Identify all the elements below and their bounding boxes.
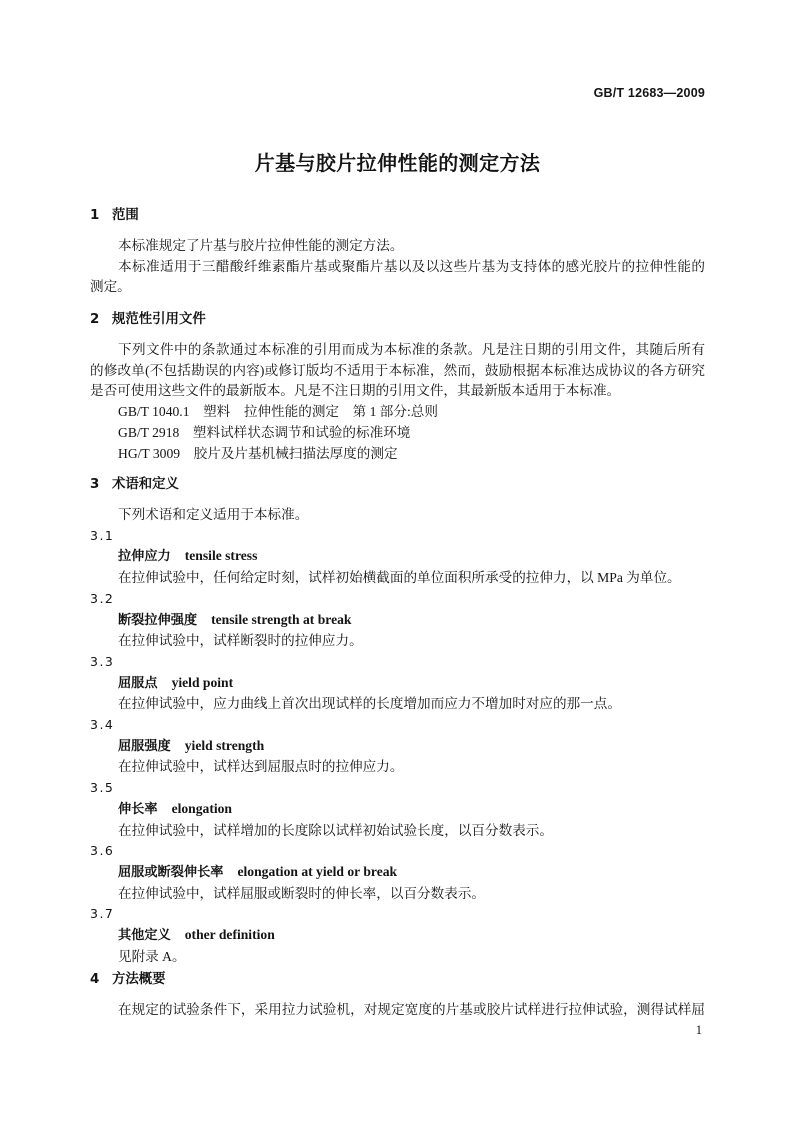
reference-code: GB/T 1040.1 <box>118 404 190 420</box>
term-entry <box>90 546 705 568</box>
section-terms-definitions <box>90 465 705 967</box>
term-number: 3.4 <box>90 717 115 733</box>
term-entry <box>90 610 705 632</box>
paragraph-line: 本标准规定了片基与胶片拉伸性能的测定方法。 <box>118 238 404 253</box>
standard-code: GB/T 12683—2009 <box>593 86 705 100</box>
term-definition: 在拉伸试验中，试样屈服或断裂时的伸长率，以百分数表示。 <box>118 885 486 901</box>
term-number: 3.5 <box>90 780 115 796</box>
paragraph-line: 是否可使用这些文件的最新版本。凡是不注日期的引用文件，其最新版本适用于本标准。 <box>90 383 621 399</box>
reference-title: 塑料 拉伸性能的测定 第 1 部分:总则 <box>203 404 438 420</box>
term-english: yield strength <box>184 737 265 753</box>
section-title: 术语和定义 <box>112 477 179 492</box>
term-number: 3.1 <box>90 527 115 543</box>
reference-code: GB/T 2918 <box>118 424 180 440</box>
term-definition: 见附录 A。 <box>118 948 186 964</box>
term-chinese: 断裂拉伸强度 <box>118 612 198 628</box>
term-chinese: 伸长率 <box>118 801 158 817</box>
term-english: other definition <box>184 927 275 943</box>
section-scope <box>90 196 705 298</box>
term-number: 3.3 <box>90 653 115 669</box>
term-english: tensile strength at break <box>211 611 352 627</box>
section-title: 范围 <box>112 208 139 223</box>
paragraph-line: 测定。 <box>90 279 131 295</box>
term-definition: 在拉伸试验中，任何给定时刻，试样初始横截面的单位面积所承受的拉伸力，以 MPa 为单位。 <box>118 570 681 586</box>
term-definition: 在拉伸试验中，试样达到屈服点时的拉伸应力。 <box>118 759 404 775</box>
section-number: 2 <box>90 312 100 327</box>
paragraph-line: 本标准适用于三醋酸纤维素酯片基或聚酯片基以及以这些片基为支持体的感光胶片的拉伸性能的 <box>118 258 705 274</box>
section-title: 规范性引用文件 <box>112 312 206 327</box>
term-chinese: 屈服点 <box>118 675 158 691</box>
term-definition: 在拉伸试验中，试样增加的长度除以试样初始试验长度，以百分数表示。 <box>118 822 553 838</box>
term-definition: 在拉伸试验中，试样断裂时的拉伸应力。 <box>118 633 363 649</box>
reference-item <box>90 444 705 465</box>
term-english: tensile stress <box>184 548 258 564</box>
term-number: 3.7 <box>90 906 115 922</box>
paragraph-line: 下列术语和定义适用于本标准。 <box>118 507 309 522</box>
section-heading <box>90 196 705 236</box>
term-number: 3.2 <box>90 590 115 606</box>
document-title: 片基与胶片拉伸性能的测定方法 <box>254 151 541 175</box>
section-heading <box>90 960 705 1000</box>
paragraph-line: 下列文件中的条款通过本标准的引用而成为本标准的条款。凡是注日期的引用文件，其随后所有 <box>118 342 705 357</box>
reference-title: 塑料试样状态调节和试验的标准环境 <box>192 424 411 440</box>
section-heading <box>90 300 705 340</box>
term-chinese: 其他定义 <box>118 928 171 944</box>
term-entry <box>90 736 705 758</box>
term-entry <box>90 862 705 884</box>
paragraph-line: 在规定的试验条件下，采用拉力试验机，对规定宽度的片基或胶片试样进行拉伸试验，测得试样屈 <box>118 1002 705 1017</box>
section-method-summary <box>90 960 705 1021</box>
reference-item <box>90 402 705 423</box>
section-heading <box>90 465 705 505</box>
reference-code: HG/T 3009 <box>118 445 181 461</box>
term-entry <box>90 673 705 695</box>
section-number: 4 <box>90 972 100 987</box>
term-english: elongation <box>171 800 232 816</box>
term-english: elongation at yield or break <box>237 863 398 879</box>
paragraph-line: 的修改单(不包括勘误的内容)或修订版均不适用于本标准，然而，鼓励根据本标准达成协议的各方研究 <box>90 362 705 378</box>
term-entry <box>90 925 705 947</box>
section-normative-references <box>90 300 705 464</box>
term-number: 3.6 <box>90 843 115 859</box>
page-number: 1 <box>695 1023 702 1037</box>
reference-title: 胶片及片基机械扫描法厚度的测定 <box>193 445 398 461</box>
section-number: 1 <box>90 208 100 223</box>
section-number: 3 <box>90 477 100 492</box>
term-definition: 在拉伸试验中，应力曲线上首次出现试样的长度增加而应力不增加时对应的那一点。 <box>118 696 621 712</box>
term-chinese: 拉伸应力 <box>118 549 171 565</box>
term-english: yield point <box>171 674 234 690</box>
reference-item <box>90 423 705 444</box>
term-entry <box>90 799 705 821</box>
section-title: 方法概要 <box>112 972 166 987</box>
term-chinese: 屈服强度 <box>118 738 171 754</box>
term-chinese: 屈服或断裂伸长率 <box>118 864 224 880</box>
